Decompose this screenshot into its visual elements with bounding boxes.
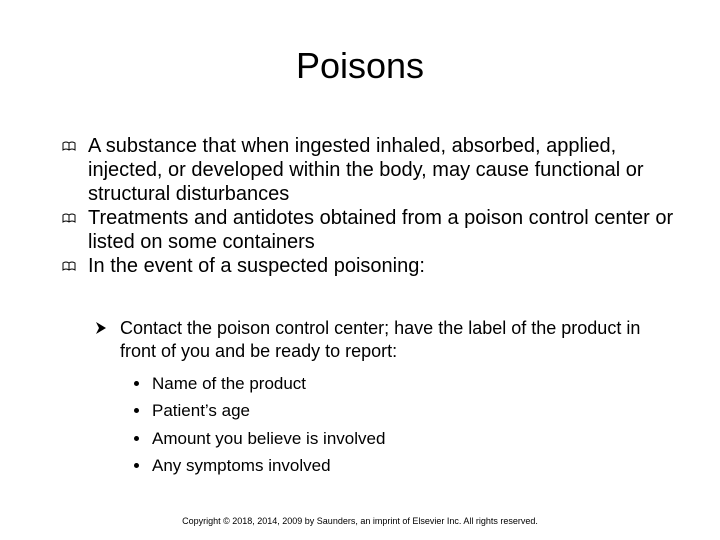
sub-sub-bullet-item [134, 370, 534, 397]
dot-icon [134, 408, 139, 413]
book-icon [62, 261, 76, 271]
bullet-item [62, 254, 682, 278]
sub-sub-bullet-item [134, 397, 534, 424]
sub-sub-bullet-text: Any symptoms involved [152, 455, 331, 475]
sub-sub-bullet-item [134, 425, 534, 452]
sub-bullet-item [116, 317, 676, 363]
book-icon [62, 141, 76, 151]
sub-sub-bullet-text: Patient’s age [152, 401, 250, 421]
book-icon [62, 213, 76, 223]
sub-sub-bullet-item [134, 452, 534, 479]
bullet-item [62, 134, 682, 206]
arrowhead-icon [95, 321, 107, 335]
bullet-list [62, 134, 682, 278]
sub-sub-bullet-list [134, 370, 534, 479]
sub-sub-bullet-text: Name of the product [152, 374, 307, 393]
bullet-text: In the event of a suspected poisoning: [88, 255, 425, 277]
sub-bullet-text: Contact the poison control center; have the label of the product in front of you and be ready to report: [120, 318, 641, 361]
copyright-notice: Copyright © 2018, 2014, 2009 by Saunders, an imprint of Elsevier Inc. All rights reserved. [182, 516, 538, 526]
sub-bullet-list [116, 317, 676, 363]
slide-title: Poisons [295, 45, 425, 86]
sub-sub-bullet-text: Amount you believe is involved [152, 428, 386, 448]
dot-icon [134, 463, 139, 468]
bullet-text: A substance that when ingested inhaled, absorbed, applied, injected, or developed within the body, may cause functional or structural disturbances [88, 135, 644, 205]
bullet-item [62, 206, 682, 254]
dot-icon [134, 436, 139, 441]
bullet-text: Treatments and antidotes obtained from a poison control center or listed on some containers [88, 207, 674, 253]
dot-icon [134, 381, 139, 386]
